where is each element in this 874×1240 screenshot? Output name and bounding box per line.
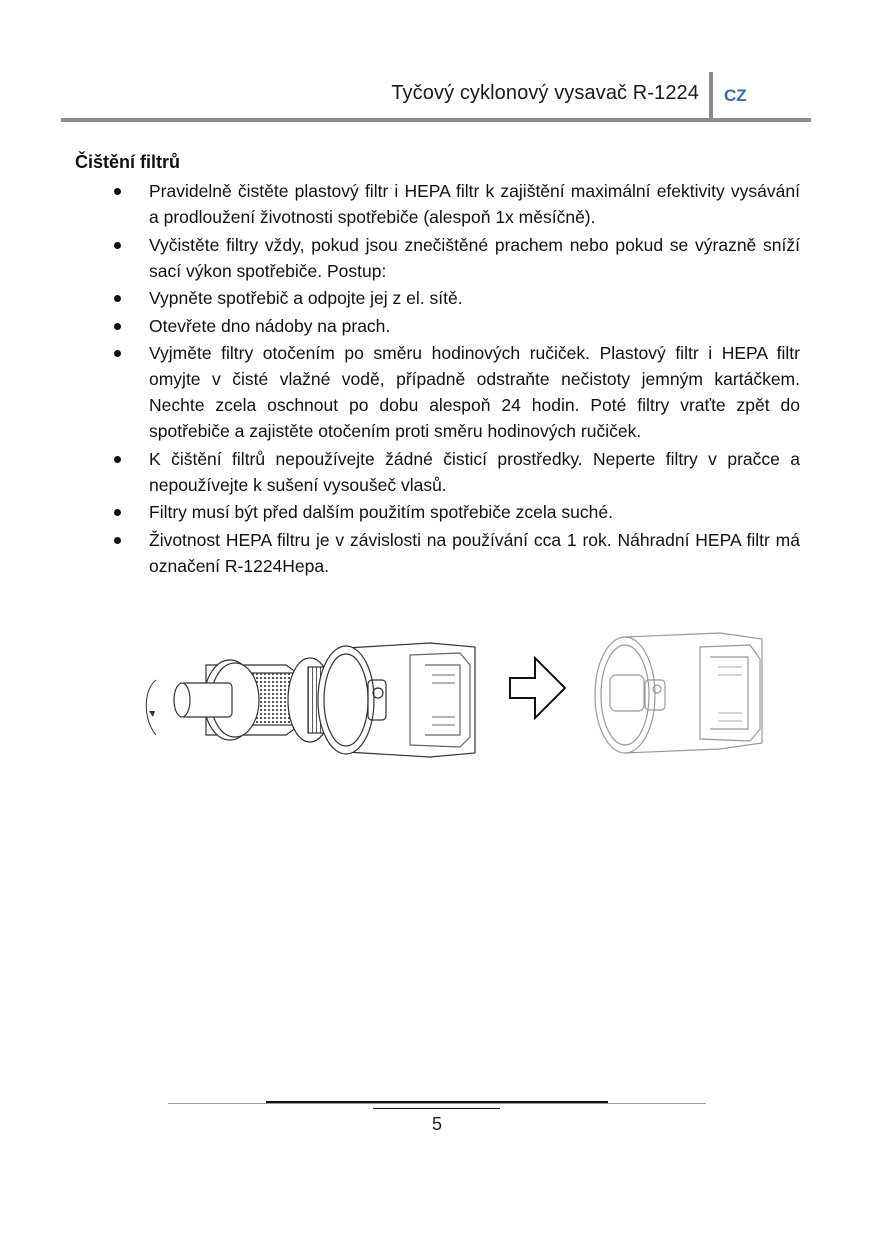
arrow-right-icon bbox=[510, 658, 565, 718]
bullet-icon bbox=[114, 295, 121, 302]
bullet-icon bbox=[114, 323, 121, 330]
bullet-icon bbox=[114, 350, 121, 357]
assembled-container-drawing bbox=[595, 633, 762, 753]
list-item-text: Otevřete dno nádoby na prach. bbox=[149, 315, 391, 336]
page-number: 5 bbox=[431, 1114, 442, 1134]
bullet-icon bbox=[114, 456, 121, 463]
list-item bbox=[110, 285, 800, 311]
list-item bbox=[110, 499, 800, 525]
list-item bbox=[110, 446, 800, 498]
list-item bbox=[110, 313, 800, 339]
language-code: CZ bbox=[724, 86, 747, 105]
list-item-text: Životnost HEPA filtru je v závislosti na používání cca 1 rok. Náhradní HEPA filtr má označení R-1224Hepa. bbox=[149, 529, 800, 576]
disassembled-filters-drawing bbox=[146, 643, 475, 757]
document-title: Tyčový cyklonový vysavač R-1224 bbox=[391, 82, 699, 104]
bullet-icon bbox=[114, 509, 121, 516]
list-item-text: K čištění filtrů nepoužívejte žádné čisticí prostředky. Neperte filtry v pračce a nepoužívejte k sušení vysoušeč vlasů. bbox=[149, 448, 800, 495]
filter-removal-illustration bbox=[140, 625, 780, 760]
list-item bbox=[110, 232, 800, 284]
bullet-icon bbox=[114, 537, 121, 544]
list-item-text: Vyčistěte filtry vždy, pokud jsou znečištěné prachem nebo pokud se výrazně sníží sací výkon spotřebiče. Postup: bbox=[149, 234, 800, 281]
list-item-text: Filtry musí být před dalším použitím spotřebiče zcela suché. bbox=[149, 502, 613, 522]
header-separator bbox=[709, 72, 713, 119]
bullet-icon bbox=[114, 242, 121, 249]
rotation-arrow-icon bbox=[146, 680, 156, 735]
list-item-text: Vypněte spotřebič a odpojte jej z el. sítě. bbox=[149, 288, 463, 308]
list-item-text: Pravidelně čistěte plastový filtr i HEPA filtr k zajištění maximální efektivity vysávání a prodloužení životnosti spotřebiče (alespoň 1x měsíčně). bbox=[149, 181, 800, 227]
list-item-text: Vyjměte filtry otočením po směru hodinových ručiček. Plastový filtr i HEPA filtr omyjte v čisté vlažné vodě, případně odstraňte nečistoty jemným kartáčkem. Nechte zcela oschnout po dobu alespoň 24 hodin. Poté filtry vraťte zpět do spotřebiče a zajistěte otočením proti směru hodinových ručiček. bbox=[149, 343, 800, 441]
section-heading: Čištění filtrů bbox=[75, 152, 181, 172]
footer-rule bbox=[266, 1101, 608, 1103]
footer-rule bbox=[168, 1103, 706, 1104]
bullet-icon bbox=[114, 188, 121, 195]
header-rule bbox=[61, 118, 811, 122]
list-item bbox=[110, 527, 800, 579]
list-item bbox=[110, 340, 800, 444]
instruction-list bbox=[110, 178, 800, 580]
list-item bbox=[110, 178, 800, 230]
footer-rule bbox=[373, 1108, 500, 1109]
